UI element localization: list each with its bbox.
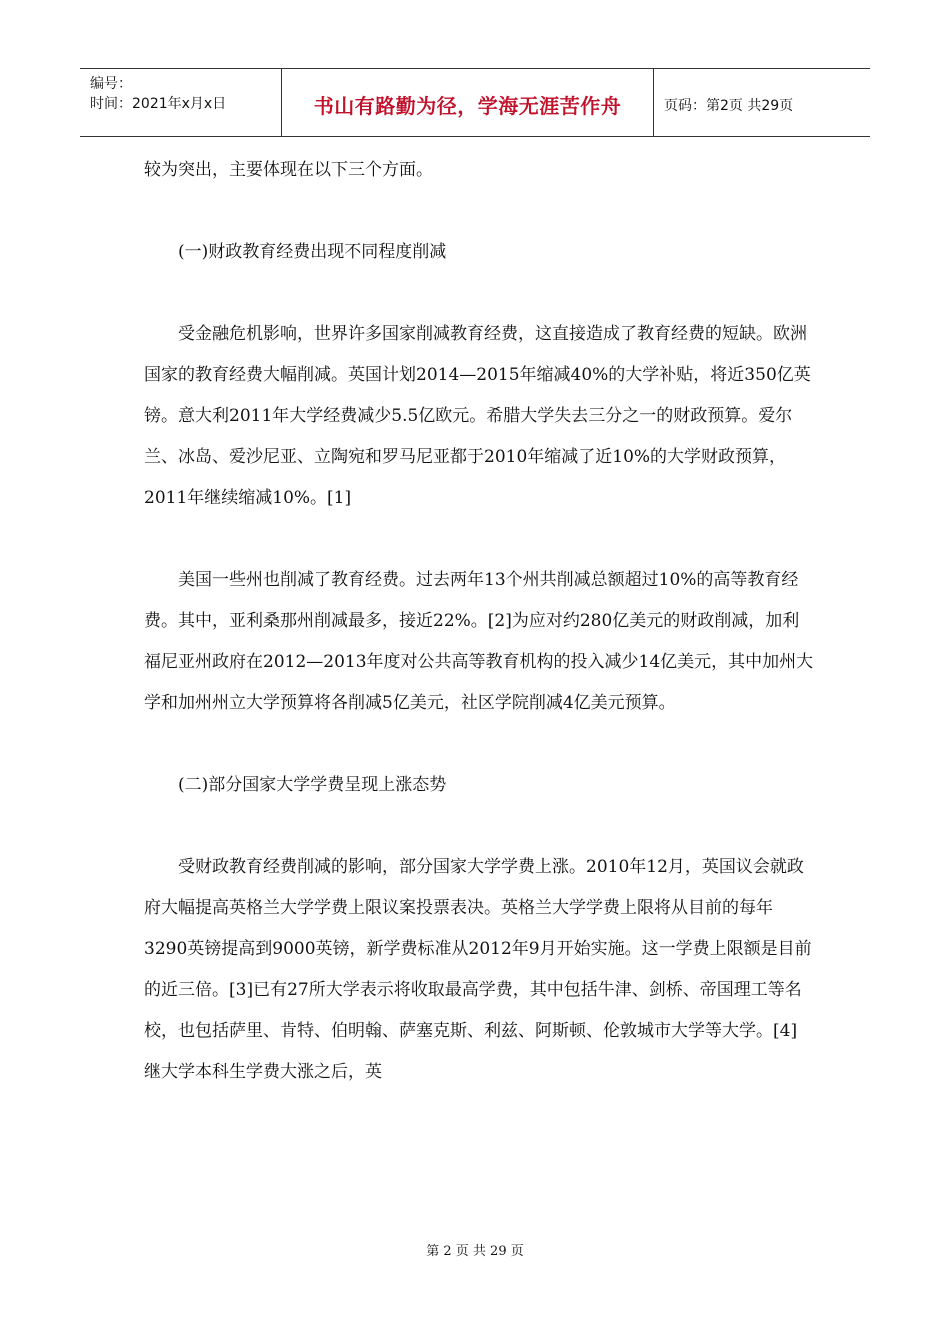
paragraph-1: 受金融危机影响，世界许多国家削减教育经费，这直接造成了教育经费的短缺。欧洲国家的教育经费大幅削减。英国计划2014—2015年缩减40%的大学补贴，将近350亿英镑。意大利2011年大学经费减少5.5亿欧元。希腊大学失去三分之一的财政预算。爱尔兰、冰岛、爱沙尼亚、立陶宛和罗马尼亚都于2010年缩减了近10%的大学财政预算，2011年继续缩减10%。[1] (144, 324, 811, 508)
spacer (144, 724, 814, 765)
section-heading-1: (一)财政教育经费出现不同程度削减 (178, 242, 447, 262)
section-heading-2: (二)部分国家大学学费呈现上涨态势 (178, 775, 447, 795)
page-footer: 第 2 页 共 29 页 (426, 1244, 524, 1259)
intro-line: 较为突出，主要体现在以下三个方面。 (144, 160, 433, 180)
page-header (80, 68, 870, 137)
spacer (144, 191, 814, 232)
spacer (144, 806, 814, 847)
document-number-label: 编号： (90, 76, 132, 92)
document-date-label: 时间：2021年x月x日 (90, 96, 227, 112)
header-page-info: 页码：第2页 共29页 (664, 97, 794, 114)
header-motto-cell (282, 69, 654, 136)
header-meta (80, 69, 282, 136)
paragraph-2: 美国一些州也削减了教育经费。过去两年13个州共削减总额超过10%的高等教育经费。其中，亚利桑那州削减最多，接近22%。[2]为应对约280亿美元的财政削减，加利福尼亚州政府在2012—2013年度对公共高等教育机构的投入减少14亿美元，其中加州大学和加州州立大学预算将各削减5亿美元，社区学院削减4亿美元预算。 (144, 570, 814, 713)
header-motto: 书山有路勤为径，学海无涯苦作舟 (313, 94, 622, 118)
spacer (144, 273, 814, 314)
document-body (144, 150, 814, 1093)
paragraph-3: 受财政教育经费削减的影响，部分国家大学学费上涨。2010年12月，英国议会就政府大幅提高英格兰大学学费上限议案投票表决。英格兰大学学费上限将从目前的每年3290英镑提高到9000英镑，新学费标准从2012年9月开始实施。这一学费上限额是目前的近三倍。[3]已有27所大学表示将收取最高学费，其中包括牛津、剑桥、帝国理工等名校，也包括萨里、肯特、伯明翰、萨塞克斯、利兹、阿斯顿、伦敦城市大学等大学。[4]继大学本科生学费大涨之后，英 (144, 857, 812, 1082)
spacer (144, 519, 814, 560)
